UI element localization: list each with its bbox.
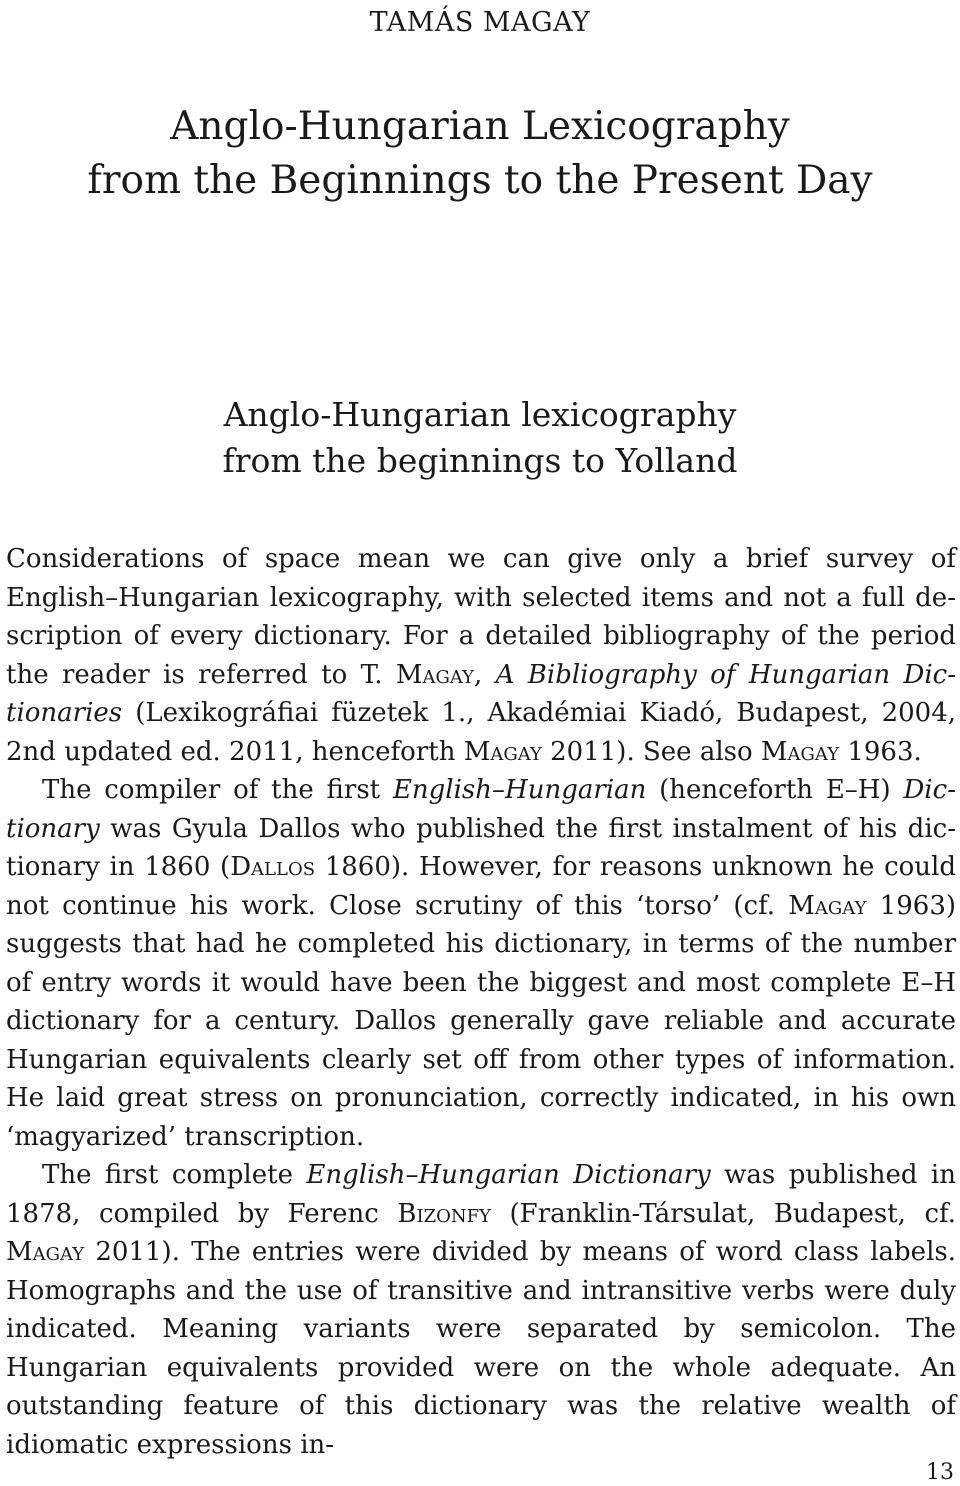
paragraph-1-text: 2011). See also: [541, 736, 761, 767]
author-small-caps: Magay: [463, 736, 542, 767]
paragraph-1-text: (Lexikográfiai füzetek 1., Akadémiai Kiadó, Budapest, 2004, 2nd updated ed. 2011, henceforth: [6, 698, 956, 767]
running-head: TAMÁS MAGAY: [369, 7, 591, 38]
chapter-title-line-2: from the Beginnings to the Present Day: [87, 158, 873, 203]
paragraph-2-text: 1963) suggests that had he completed his dictionary, in terms of the number of entry words it would have been the biggest and most complete E–H dictionary for a century. Dallos generally gave reliable and accurate Hungarian equivalents clearly set off from other types of information. He laid great stress on pronunciation, correctly indicated, in his own ‘magyarized’ transcription.: [6, 890, 957, 1152]
paragraph-2-text: was Gyula Dallos who published the first instalment of his dictionary in 1860 (: [6, 813, 956, 882]
paragraph-1-text: 1963.: [839, 736, 922, 767]
paragraph-2-text: 1860). However, for reasons unknown he could not continue his work. Close scrutiny of this ‘torso’ (cf.: [6, 852, 957, 921]
paragraph-3-text: was published in 1878, compiled by Ferenc: [6, 1160, 956, 1229]
paragraph-3-text: 2011). The entries were divided by means of word class labels. Homographs and the use of transitive and intransitive verbs were duly indicated. Meaning variants were separated by semicolon. The Hungarian equivalents provided were on the whole adequate. An outstanding feature of this dictionary was the relative wealth of idiomatic expressions in-: [6, 1237, 956, 1460]
author-small-caps: Bizonfy: [397, 1198, 491, 1229]
paragraph-3-text: (Franklin-Társulat, Budapest, cf.: [490, 1198, 957, 1229]
paragraph-1-text: Considerations of space mean we can give only a brief survey of English–Hungarian lexicography, with selected items and not a full description of every dictionary. For a detailed bibliography of the period the reader is referred to T.: [6, 544, 956, 690]
italic-title: Dictionary: [6, 775, 956, 844]
chapter-title: [0, 100, 960, 208]
section-title-line-2: from the beginnings to Yolland: [222, 441, 738, 480]
section-title: [0, 392, 960, 484]
page-number: 13: [926, 1460, 954, 1485]
paragraph-2: [6, 771, 956, 1156]
body-text: [6, 540, 956, 1464]
italic-title: English–Hungarian Dictionary: [306, 1160, 711, 1190]
italic-title: A Bibliography of Hungarian Dictionaries: [6, 659, 956, 728]
author-small-caps: Magay: [760, 736, 840, 767]
author-small-caps: Magay: [788, 890, 867, 921]
chapter-title-line-1: Anglo-Hungarian Lexicography: [170, 104, 790, 149]
author-small-caps: Magay: [6, 1237, 85, 1267]
paragraph-2-text: (henceforth E–H): [646, 775, 904, 805]
paragraph-3-text: The first complete: [42, 1160, 307, 1190]
paragraph-1-text: ,: [474, 659, 496, 690]
section-title-line-1: Anglo-Hungarian lexicography: [223, 395, 737, 434]
author-small-caps: Magay: [395, 659, 474, 690]
author-small-caps: Dallos: [230, 852, 316, 882]
paragraph-3: [6, 1156, 956, 1464]
paragraph-1: [6, 540, 956, 771]
italic-title: English–Hungarian: [392, 775, 647, 805]
paragraph-2-text: The compiler of the first: [42, 775, 393, 805]
